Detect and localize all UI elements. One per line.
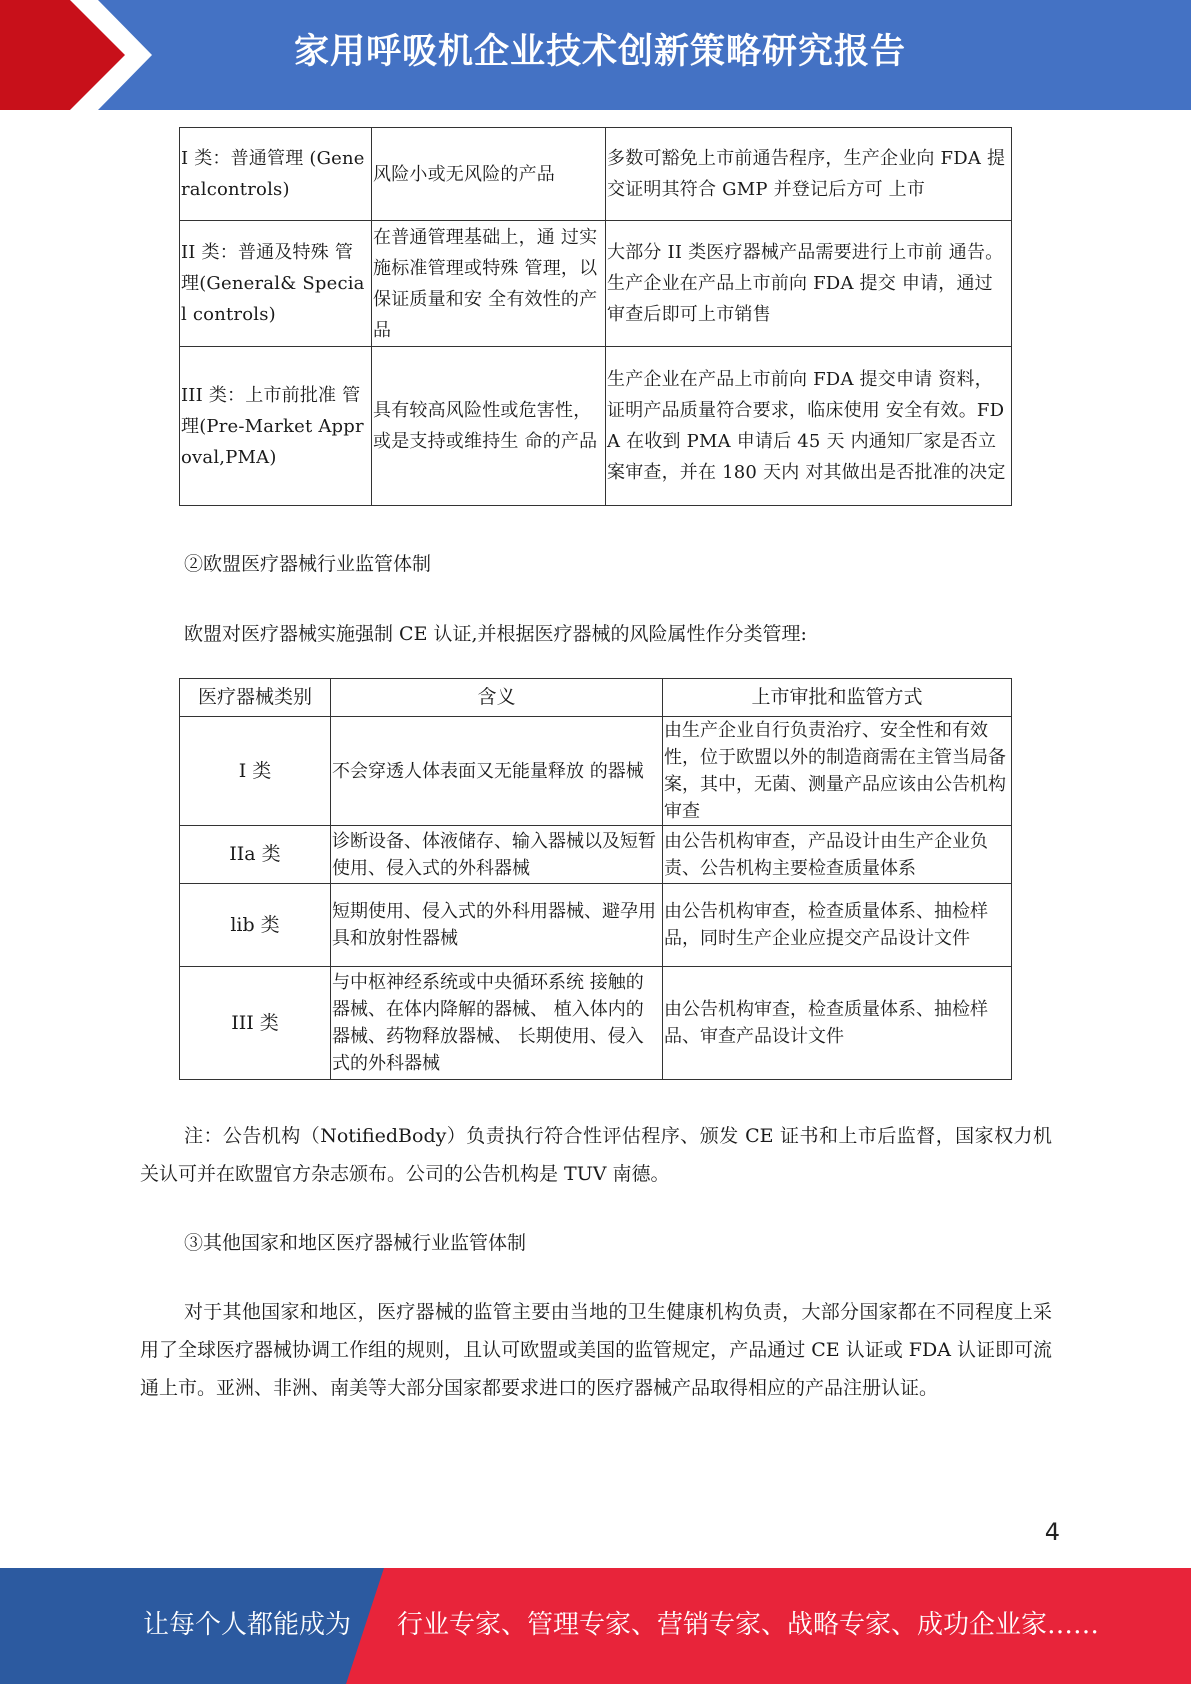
eu-section-intro: 欧盟对医疗器械实施强制 CE 认证,并根据医疗器械的风险属性作分类管理: <box>184 623 807 645</box>
table-row <box>180 884 1012 967</box>
table-cell-description: 风险小或无风险的产品 <box>372 128 606 221</box>
column-header: 医疗器械类别 <box>180 679 331 717</box>
fda-classification-table <box>179 127 1012 506</box>
column-header: 含义 <box>331 679 663 717</box>
table-cell-category: III 类：上市前批准 管理(Pre-Market Approval,PMA) <box>180 347 372 506</box>
table-cell-meaning: 短期使用、侵入式的外科用器械、避孕用具和放射性器械 <box>331 884 663 967</box>
table-cell-category: lib 类 <box>180 884 331 967</box>
table-cell-approval: 由生产企业自行负责治疗、安全性和有效性，位于欧盟以外的制造商需在主管当局备案，其中，无菌、测量产品应该由公告机构审查 <box>663 717 1012 826</box>
table-cell-approval: 由公告机构审查，检查质量体系、抽检样品、审查产品设计文件 <box>663 967 1012 1080</box>
footer-banner <box>0 1568 1191 1684</box>
table-cell-meaning: 诊断设备、体液储存、输入器械以及短暂使用、侵入式的外科器械 <box>331 826 663 884</box>
table-cell-category: III 类 <box>180 967 331 1080</box>
table-cell-approval: 大部分 II 类医疗器械产品需要进行上市前 通告。生产企业在产品上市前向 FDA 提交 申请，通过审查后即可上市销售 <box>606 221 1012 347</box>
table-row <box>180 826 1012 884</box>
table-row <box>180 347 1012 506</box>
footer-slogan-right: 行业专家、管理专家、营销专家、战略专家、成功企业家…… <box>397 1610 1100 1640</box>
page-number: 4 <box>1044 1518 1060 1546</box>
eu-section-heading: ②欧盟医疗器械行业监管体制 <box>184 553 432 575</box>
table-cell-approval: 生产企业在产品上市前向 FDA 提交申请 资料，证明产品质量符合要求，临床使用 安全有效。FDA 在收到 PMA 申请后 45 天 内通知厂家是否立案审查，并在 180 天内 对其做出是否批准的决定 <box>606 347 1012 506</box>
page-title: 家用呼吸机企业技术创新策略研究报告 <box>293 32 906 72</box>
table-cell-description: 在普通管理基础上，通 过实施标准管理或特殊 管理，以保证质量和安 全有效性的产品 <box>372 221 606 347</box>
table-cell-meaning: 不会穿透人体表面又无能量释放 的器械 <box>331 717 663 826</box>
table-cell-description: 具有较高风险性或危害性，或是支持或维持生 命的产品 <box>372 347 606 506</box>
other-section-heading: ③其他国家和地区医疗器械行业监管体制 <box>184 1232 527 1254</box>
table-cell-category: II 类：普通及特殊 管理(General& Special controls) <box>180 221 372 347</box>
table-cell-meaning: 与中枢神经系统或中央循环系统 接触的器械、在体内降解的器械、 植入体内的器械、药物释放器械、 长期使用、侵入式的外科器械 <box>331 967 663 1080</box>
table-cell-category: I 类：普通管理 (Generalcontrols) <box>180 128 372 221</box>
eu-classification-table <box>179 678 1012 1080</box>
table-row <box>180 967 1012 1080</box>
table-header-row <box>180 679 1012 717</box>
table-cell-approval: 由公告机构审查，检查质量体系、抽检样品，同时生产企业应提交产品设计文件 <box>663 884 1012 967</box>
table-cell-approval: 由公告机构审查，产品设计由生产企业负责、公告机构主要检查质量体系 <box>663 826 1012 884</box>
table-row <box>180 717 1012 826</box>
notified-body-note: 注：公告机构（NotifiedBody）负责执行符合性评估程序、颁发 CE 证书和上市后监督，国家权力机关认可并在欧盟官方杂志颁布。公司的公告机构是 TUV 南德。 <box>140 1125 1052 1185</box>
table-cell-approval: 多数可豁免上市前通告程序，生产企业向 FDA 提交证明其符合 GMP 并登记后方可 上市 <box>606 128 1012 221</box>
column-header: 上市审批和监管方式 <box>663 679 1012 717</box>
header-banner <box>0 0 1191 110</box>
other-section-body: 对于其他国家和地区，医疗器械的监管主要由当地的卫生健康机构负责，大部分国家都在不同程度上采用了全球医疗器械协调工作组的规则，且认可欧盟或美国的监管规定，产品通过 CE 认证或 FDA 认证即可流通上市。亚洲、非洲、南美等大部分国家都要求进口的医疗器械产品取得相应的产品注册认证。 <box>140 1301 1052 1399</box>
table-row <box>180 128 1012 221</box>
table-cell-category: IIa 类 <box>180 826 331 884</box>
table-cell-category: I 类 <box>180 717 331 826</box>
table-row <box>180 221 1012 347</box>
footer-slogan-left: 让每个人都能成为 <box>143 1610 352 1640</box>
